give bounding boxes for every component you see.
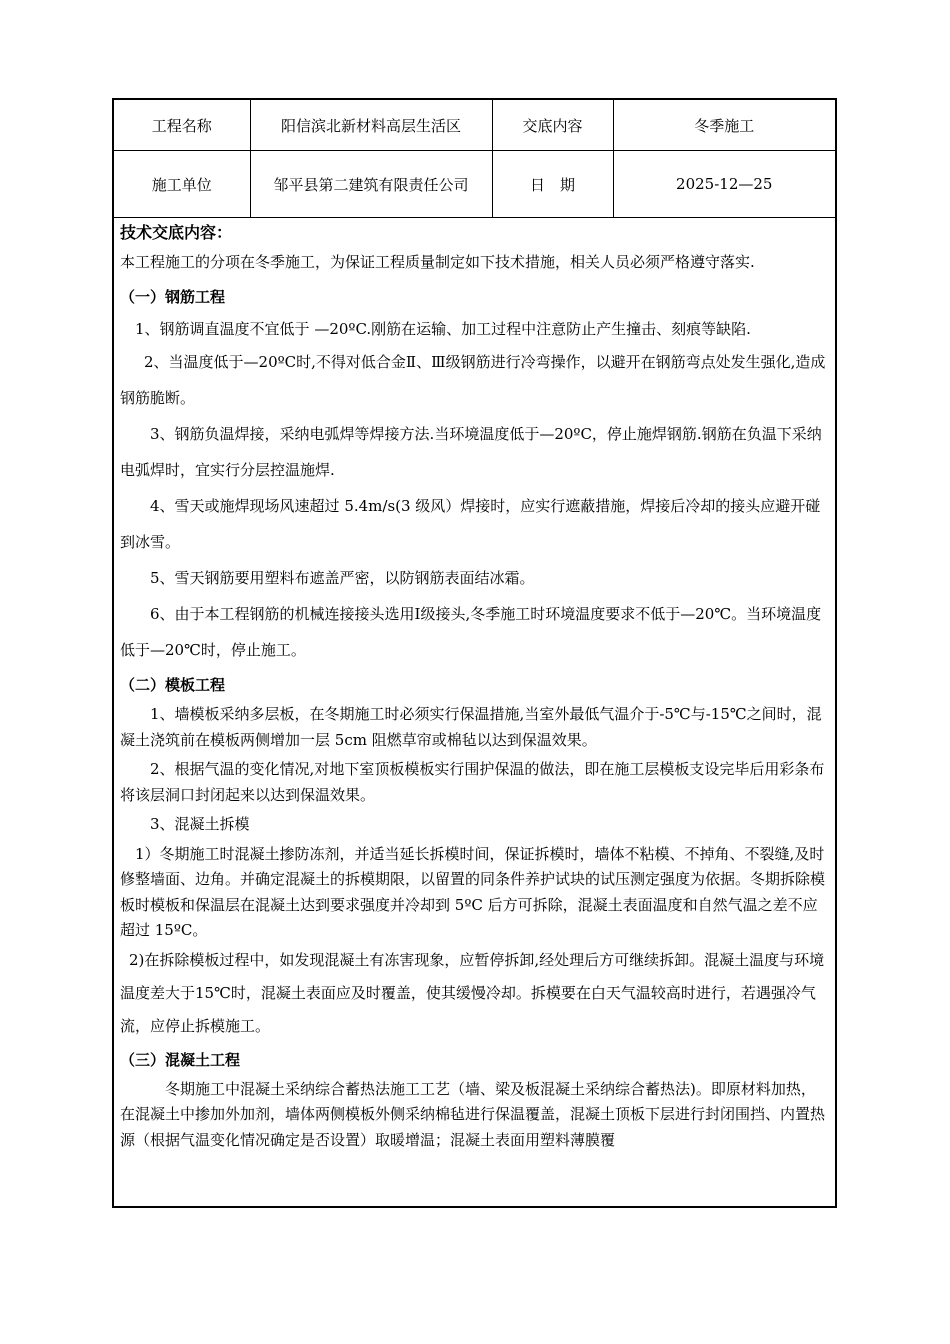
intro-paragraph: 本工程施工的分项在冬季施工，为保证工程质量制定如下技术措施，相关人员必须严格遵守落实. bbox=[120, 253, 755, 271]
header-table bbox=[114, 100, 835, 218]
section-formwork-heading: （二）模板工程 bbox=[120, 676, 226, 694]
label-date: 日 期 bbox=[492, 151, 613, 218]
label-project-name: 工程名称 bbox=[114, 100, 250, 151]
rebar-item-6: 6、由于本工程钢筋的机械连接接头选用Ⅰ级接头,冬季施工时环境温度要求不低于—20℃。当环境温度低于—20℃时，停止施工。 bbox=[120, 605, 822, 659]
value-disclosure-content: 冬季施工 bbox=[613, 100, 835, 151]
rebar-item-2: 2、当温度低于—20ºC时,不得对低合金Ⅱ、Ⅲ级钢筋进行冷弯操作，以避开在钢筋弯点处发生强化,造成钢筋脆断。 bbox=[120, 353, 826, 407]
header-row-unit bbox=[114, 151, 835, 218]
content-body bbox=[114, 222, 835, 1153]
rebar-item-3: 3、钢筋负温焊接，采纳电弧焊等焊接方法.当环境温度低于—20ºC，停止施焊钢筋.钢筋在负温下采纳电弧焊时，宜实行分层控温施焊. bbox=[120, 425, 822, 479]
section-concrete-heading: （三）混凝土工程 bbox=[120, 1050, 241, 1069]
formwork-item-1: 1、墙模板采纳多层板，在冬期施工时必须实行保温措施,当室外最低气温介于-5℃与-15℃之间时，混凝土浇筑前在模板两侧增加一层 5cm 阻燃草帘或棉毡以达到保温效果。 bbox=[120, 705, 822, 749]
header-row-project bbox=[114, 100, 835, 151]
rebar-item-5: 5、雪天钢筋要用塑料布遮盖严密，以防钢筋表面结冰霜。 bbox=[150, 569, 535, 587]
label-construction-unit: 施工单位 bbox=[114, 151, 250, 218]
content-title: 技术交底内容： bbox=[120, 223, 233, 242]
formwork-subitem-2: 2)在拆除模板过程中，如发现混凝土有冻害现象，应暂停拆卸,经处理后方可继续拆卸。混凝土温度与环境温度差大于15℃时，混凝土表面应及时覆盖，使其缓慢冷却。拆模要在白天气温较高时进行，若遇强冷气流，应停止拆模施工。 bbox=[120, 950, 825, 1035]
formwork-item-3: 3、混凝土拆模 bbox=[150, 815, 250, 833]
formwork-subitem-1: 1）冬期施工时混凝土掺防冻剂，并适当延长拆模时间，保证拆模时，墙体不粘模、不掉角、不裂缝,及时修整墙面、边角。并确定混凝土的拆模期限，以留置的同条件养护试块的试压测定强度为依据。冬期拆除模板时模板和保温层在混凝土达到要求强度并冷却到 5ºC 后方可拆除，混凝土表面温度和自然气温之差不应超过 15ºC。 bbox=[120, 844, 826, 939]
section-rebar-heading: （一）钢筋工程 bbox=[120, 288, 226, 306]
rebar-item-4: 4、雪天或施焊现场风速超过 5.4m/s(3 级风）焊接时，应实行遮蔽措施，焊接后冷却的接头应避开碰到冰雪。 bbox=[120, 497, 821, 551]
disclosure-form bbox=[112, 98, 837, 1208]
value-construction-unit: 邹平县第二建筑有限责任公司 bbox=[250, 151, 492, 218]
formwork-item-2: 2、根据气温的变化情况,对地下室顶板模板实行围护保温的做法，即在施工层模板支设完毕后用彩条布将该层洞口封闭起来以达到保温效果。 bbox=[120, 760, 825, 804]
value-project-name: 阳信滨北新材料高层生活区 bbox=[250, 100, 492, 151]
value-date: 2025-12—25 bbox=[613, 151, 835, 218]
rebar-item-1: 1、钢筋调直温度不宜低于 —20ºC.刚筋在运输、加工过程中注意防止产生撞击、刻痕等缺陷. bbox=[135, 320, 751, 338]
label-disclosure-content: 交底内容 bbox=[492, 100, 613, 151]
concrete-paragraph: 冬期施工中混凝土采纳综合蓄热法施工工艺（墙、梁及板混凝土采纳综合蓄热法)。即原材料加热，在混凝土中掺加外加剂，墙体两侧模板外侧采纳棉毡进行保温覆盖，混凝土顶板下层进行封闭围挡、内置热源（根据气温变化情况确定是否设置）取暖增温；混凝土表面用塑料薄膜覆 bbox=[120, 1079, 826, 1149]
